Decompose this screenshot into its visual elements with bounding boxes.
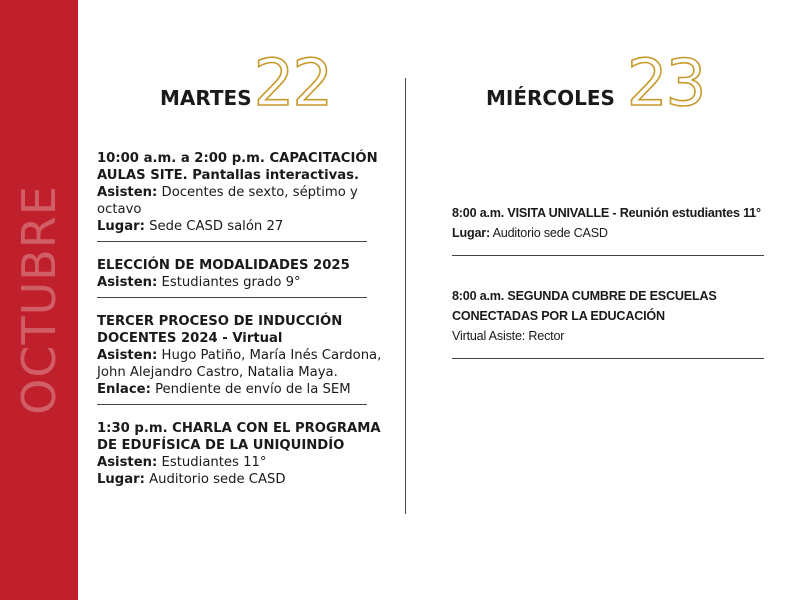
event-line-value: Hugo Patiño, María Inés Cardona, John Alejandro Castro, Natalia Maya.: [97, 348, 382, 380]
event-line: [97, 184, 387, 218]
event-line-label: Asisten:: [97, 275, 158, 290]
event-title: ELECCIÓN DE MODALIDADES 2025: [97, 258, 350, 273]
event-line: [97, 218, 387, 235]
month-sidebar: [0, 0, 78, 600]
event-item: [452, 286, 772, 367]
day-header-tuesday: [160, 47, 332, 121]
event-item: [97, 313, 387, 413]
event-line-value: Pendiente de envío de la SEM: [155, 382, 351, 397]
event-item: [452, 203, 772, 264]
event-line-value: Docentes de sexto, séptimo y octavo: [97, 185, 358, 217]
event-line-value: Auditorio sede CASD: [149, 472, 286, 487]
event-line-label: Lugar:: [452, 226, 490, 240]
event-title: 1:30 p.m. CHARLA CON EL PROGRAMA DE EDUFÍSICA DE LA UNIQUINDÍO: [97, 421, 381, 453]
event-title: 8:00 a.m. VISITA UNIVALLE - Reunión estudiantes 11°: [452, 206, 761, 220]
events-wednesday: [452, 203, 772, 367]
event-line-label: Enlace:: [97, 382, 151, 397]
events-tuesday: [97, 150, 387, 496]
event-line: [97, 471, 387, 488]
event-line-label: Asisten:: [97, 455, 158, 470]
month-label: OCTUBRE: [12, 185, 66, 415]
column-divider: [405, 78, 406, 514]
event-separator: [97, 404, 367, 405]
event-line-label: Lugar:: [97, 472, 145, 487]
event-line: [452, 326, 772, 346]
event-title: TERCER PROCESO DE INDUCCIÓN DOCENTES 2024 - Virtual: [97, 314, 343, 346]
day-number: 22: [253, 47, 332, 121]
day-name: MARTES: [160, 86, 252, 110]
event-line-label: Lugar:: [97, 219, 145, 234]
event-item: [97, 150, 387, 250]
event-line: [97, 274, 387, 291]
event-line: [97, 347, 387, 381]
event-item: [97, 257, 387, 306]
day-number: 23: [626, 47, 705, 121]
event-separator: [97, 297, 367, 298]
event-line-label: Asisten:: [97, 185, 158, 200]
event-line-label: Asisten:: [97, 348, 158, 363]
event-title: 10:00 a.m. a 2:00 p.m. CAPACITACIÓN AULAS SITE. Pantallas interactivas.: [97, 151, 378, 183]
event-line: [452, 223, 772, 243]
event-line-value: Estudiantes grado 9°: [161, 275, 301, 290]
event-line: [97, 454, 387, 471]
event-line-value: Auditorio sede CASD: [492, 226, 608, 240]
day-name: MIÉRCOLES: [486, 86, 615, 110]
event-item: [97, 420, 387, 496]
event-line-value: Estudiantes 11°: [161, 455, 267, 470]
event-separator: [452, 255, 764, 256]
event-line-value: Virtual Asiste: Rector: [452, 329, 565, 343]
event-separator: [452, 358, 764, 359]
day-header-wednesday: [486, 47, 705, 121]
event-line-value: Sede CASD salón 27: [149, 219, 284, 234]
event-title: 8:00 a.m. SEGUNDA CUMBRE DE ESCUELAS CONECTADAS POR LA EDUCACIÓN: [452, 289, 717, 323]
event-line: [97, 381, 387, 398]
event-separator: [97, 241, 367, 242]
